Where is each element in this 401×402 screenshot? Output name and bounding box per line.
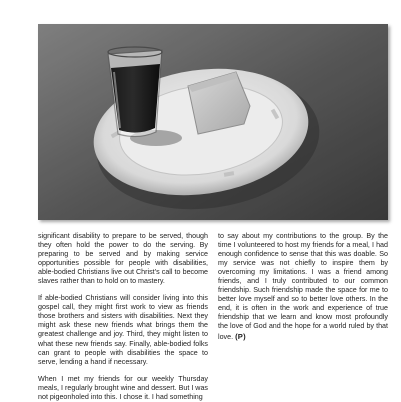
glass-and-plate-photo <box>38 24 388 220</box>
paragraph: When I met my friends for our weekly Thursday meals, I regularly brought wine and dessert. But I was not pigeonholed into this. I chose it. I had something <box>38 374 208 401</box>
paragraph: If able-bodied Christians will consider living into this gospel call, they might first work to view as friends those brothers and sisters with disabilities. Next they might ask these new friends what brings them the greatest challenge and joy. Third, they might listen to what these new friends say. Finally, able-bodied folks can grant to people with disabilities the space to serve, lending a hand if necessary. <box>38 294 208 366</box>
article-right-column <box>218 232 388 342</box>
tea <box>111 64 160 133</box>
paragraph: significant disability to prepare to be served, though they often hold the power to do the serving. By preparing to be served and by making service opportunities possible for people with disabilities, able-bodied Christians live out Christ’s call to become slaves rather than to hold on to mastery. <box>38 232 208 286</box>
end-mark: (P) <box>235 331 246 341</box>
article-left-column <box>38 232 208 402</box>
article-photo <box>38 24 388 220</box>
paragraph-text: to say about my contributions to the group. By the time I volunteered to host my friends for a meal, I had enough confidence to sense that this was doable. So my service was not chiefly to inspire them by overcoming my limitations. I was a friend among friends, and I truly contributed to our common friendship. Such friendship made the space for me to better love myself and so to better love others. In the end, it is often in the work and experience of true friendship that we learn and know most profoundly the love of God and the hope for a world ruled by that love. <box>218 232 388 341</box>
paragraph <box>218 232 388 342</box>
